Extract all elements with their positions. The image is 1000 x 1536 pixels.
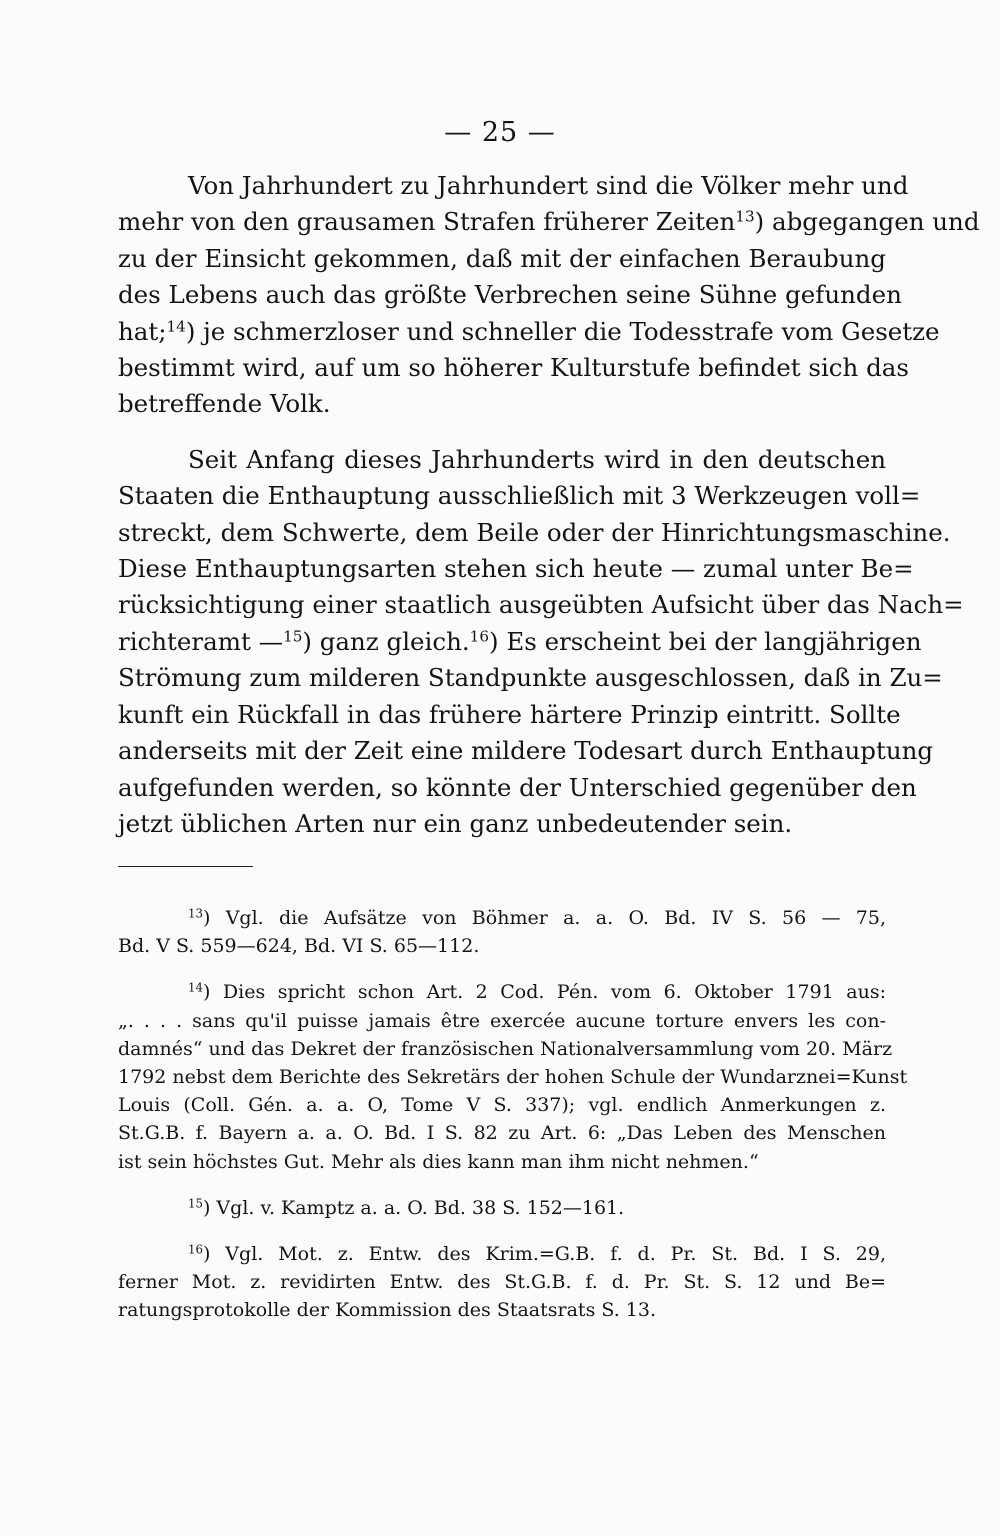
footnote-line: Louis (Coll. Gén. a. a. O, Tome V S. 337); vgl. endlich Anmerkungen z.: [118, 1094, 886, 1117]
text-line: betreffende Volk.: [118, 389, 331, 419]
footnote: [118, 1240, 886, 1325]
text-line: Diese Enthauptungsarten stehen sich heute — zumal unter Be=: [118, 554, 914, 584]
footnote: [118, 978, 908, 1175]
footnote-line: $^{13}$) Vgl. die Aufsätze von Böhmer a. a. O. Bd. IV S. 56 — 75,: [188, 906, 886, 929]
footnote-ref: 15: [283, 627, 303, 646]
footnote: [118, 1194, 886, 1222]
footnote-line: ratungsprotokolle der Kommission des Staatsrats S. 13.: [118, 1299, 656, 1322]
footnote-marker: 15: [188, 1196, 203, 1211]
text-line: jetzt üblichen Arten nur ein ganz unbedeutender sein.: [118, 808, 793, 838]
footnote-marker: 16: [188, 1242, 203, 1257]
paragraph: [118, 168, 980, 423]
text-line: richteramt —$^{15}$) ganz gleich.$^{16}$) Es erscheint bei der langjährigen: [118, 626, 922, 656]
footnote-line: 1792 nebst dem Berichte des Sekretärs der hohen Schule der Wundarznei=Kunst: [118, 1066, 908, 1089]
footnote-line: St.G.B. f. Bayern a. a. O. Bd. I S. 82 zu Art. 6: „Das Leben des Menschen: [118, 1122, 886, 1145]
footnote-line: $^{15}$) Vgl. v. Kamptz a. a. O. Bd. 38 S. 152—161.: [188, 1196, 625, 1219]
footnote-line: „. . . . sans qu'il puisse jamais être exercée aucune torture envers les con-: [118, 1009, 886, 1032]
footnote-line: ist sein höchstes Gut. Mehr als dies kann man ihm nicht nehmen.“: [118, 1150, 759, 1173]
footnote-ref: 13: [735, 208, 755, 227]
footnote-line: damnés“ und das Dekret der französischen Nationalversammlung vom 20. März: [118, 1037, 893, 1060]
text-line: aufgefunden werden, so könnte der Unterschied gegenüber den: [118, 772, 917, 802]
text-line: mehr von den grausamen Strafen früherer Zeiten$^{13}$) abgegangen und: [118, 207, 980, 237]
main-text: [118, 168, 980, 842]
text-line: des Lebens auch das größte Verbrechen seine Sühne gefunden: [118, 280, 902, 310]
footnote-ref: 16: [469, 627, 489, 646]
page-number: — 25 —: [444, 117, 556, 148]
footnote-marker: 13: [188, 906, 203, 921]
text-line: Staaten die Enthauptung ausschließlich mit 3 Werkzeugen voll=: [118, 481, 921, 511]
footnote-line: $^{14}$) Dies spricht schon Art. 2 Cod. Pén. vom 6. Oktober 1791 aus:: [188, 980, 886, 1004]
footnote-divider: [118, 866, 253, 867]
paragraph: [118, 442, 964, 842]
text-line: Strömung zum milderen Standpunkte ausgeschlossen, daß in Zu=: [118, 663, 943, 693]
text-line: bestimmt wird, auf um so höherer Kulturstufe befindet sich das: [118, 353, 909, 383]
text-line: hat;$^{14}$) je schmerzloser und schneller die Todesstrafe vom Gesetze: [118, 316, 940, 346]
text-line: Von Jahrhundert zu Jahrhundert sind die Völker mehr und: [188, 171, 909, 200]
footnote-ref: 14: [166, 317, 186, 336]
footnote-marker: 14: [188, 980, 203, 995]
footnote: [118, 904, 886, 960]
text-line: anderseits mit der Zeit eine mildere Todesart durch Enthauptung: [118, 736, 934, 766]
text-line: streckt, dem Schwerte, dem Beile oder der Hinrichtungsmaschine.: [118, 517, 951, 547]
text-line: Seit Anfang dieses Jahrhunderts wird in den deutschen: [188, 444, 886, 474]
footnote-line: Bd. V S. 559—624, Bd. VI S. 65—112.: [118, 935, 480, 958]
footnote-line: ferner Mot. z. revidirten Entw. des St.G.B. f. d. Pr. St. S. 12 und Be=: [118, 1271, 886, 1294]
footnotes: [118, 904, 908, 1325]
footnote-line: $^{16}$) Vgl. Mot. z. Entw. des Krim.=G.B. f. d. Pr. St. Bd. I S. 29,: [188, 1242, 886, 1266]
text-line: zu der Einsicht gekommen, daß mit der einfachen Beraubung: [118, 243, 886, 273]
text-line: rücksichtigung einer staatlich ausgeübten Aufsicht über das Nach=: [118, 590, 964, 620]
text-line: kunft ein Rückfall in das frühere härtere Prinzip eintritt. Sollte: [118, 699, 901, 729]
